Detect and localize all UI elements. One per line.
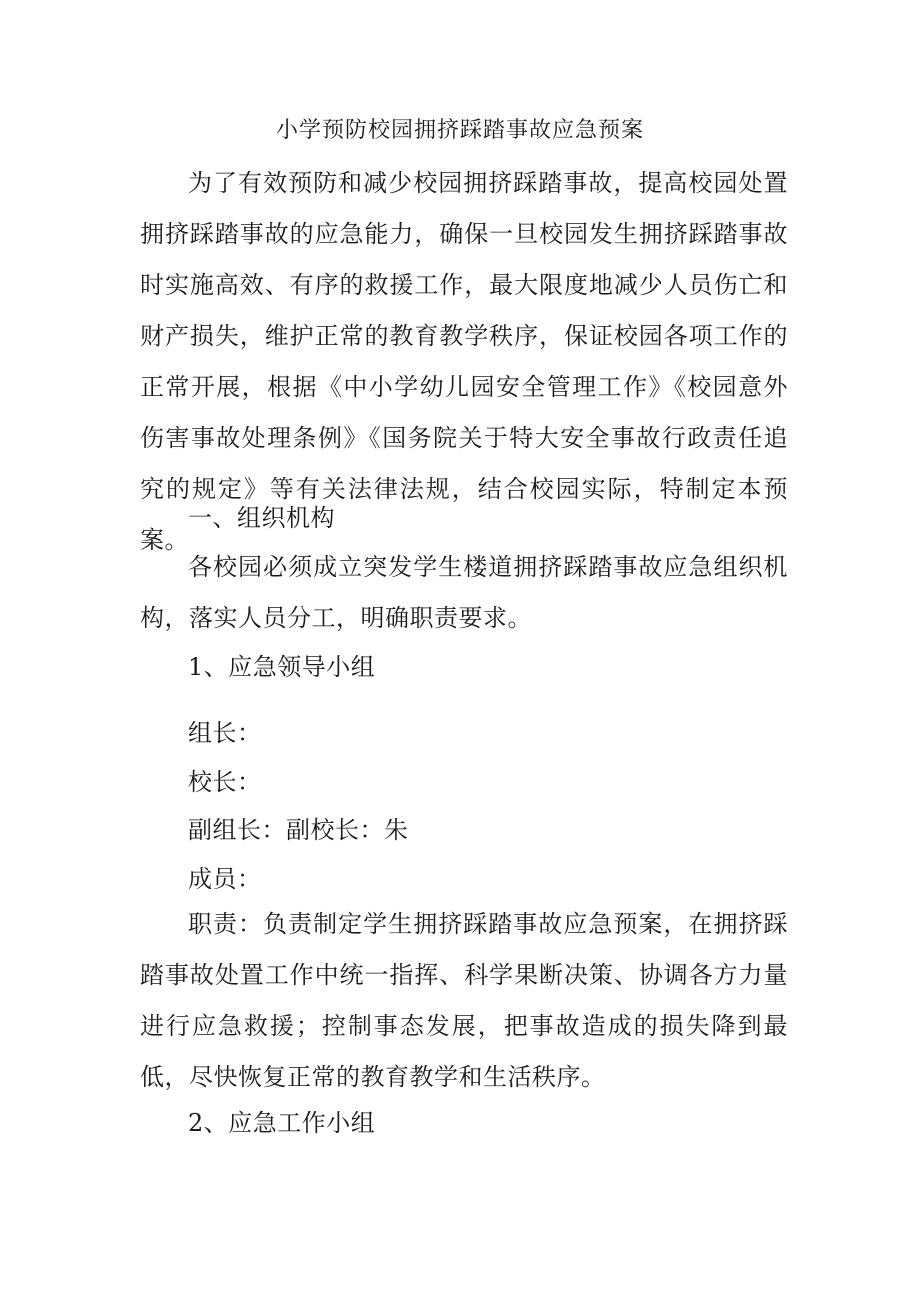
principal-line: 校长：: [188, 768, 262, 796]
duties-paragraph: 职责：负责制定学生拥挤踩踏事故应急预案，在拥挤踩踏事故处置工作中统一指挥、科学果断决策、协调各方力量进行应急救援；控制事态发展，把事故造成的损失降到最低，尽快恢复正常的教育教学和生活秩序。: [140, 910, 788, 1091]
intro-paragraph: 为了有效预防和减少校园拥挤踩踏事故，提高校园处置拥挤踩踏事故的应急能力，确保一旦校园发生拥挤踩踏事故时实施高效、有序的救援工作，最大限度地减少人员伤亡和财产损失，维护正常的教育教学秩序，保证校园各项工作的正常开展，根据《中小学幼儿园安全管理工作》《校园意外伤害事故处理条例》《国务院关于特大安全事故行政责任追究的规定》等有关法律法规，结合校园实际，特制定本预案。: [140, 169, 788, 554]
deputy-leader-line: 副组长：副校长：朱: [188, 816, 409, 844]
subsection-heading-leadership-group: 1、应急领导小组: [188, 653, 376, 681]
members-line: 成员：: [188, 865, 262, 893]
document-title: 小学预防校园拥挤踩踏事故应急预案: [275, 118, 644, 143]
leader-line: 组长：: [188, 719, 262, 747]
subsection-heading-work-group: 2、应急工作小组: [188, 1109, 376, 1137]
organization-paragraph: 各校园必须成立突发学生楼道拥挤踩踏事故应急组织机构，落实人员分工，明确职责要求。: [140, 553, 788, 632]
section-heading-organization: 一、组织机构: [188, 504, 335, 532]
